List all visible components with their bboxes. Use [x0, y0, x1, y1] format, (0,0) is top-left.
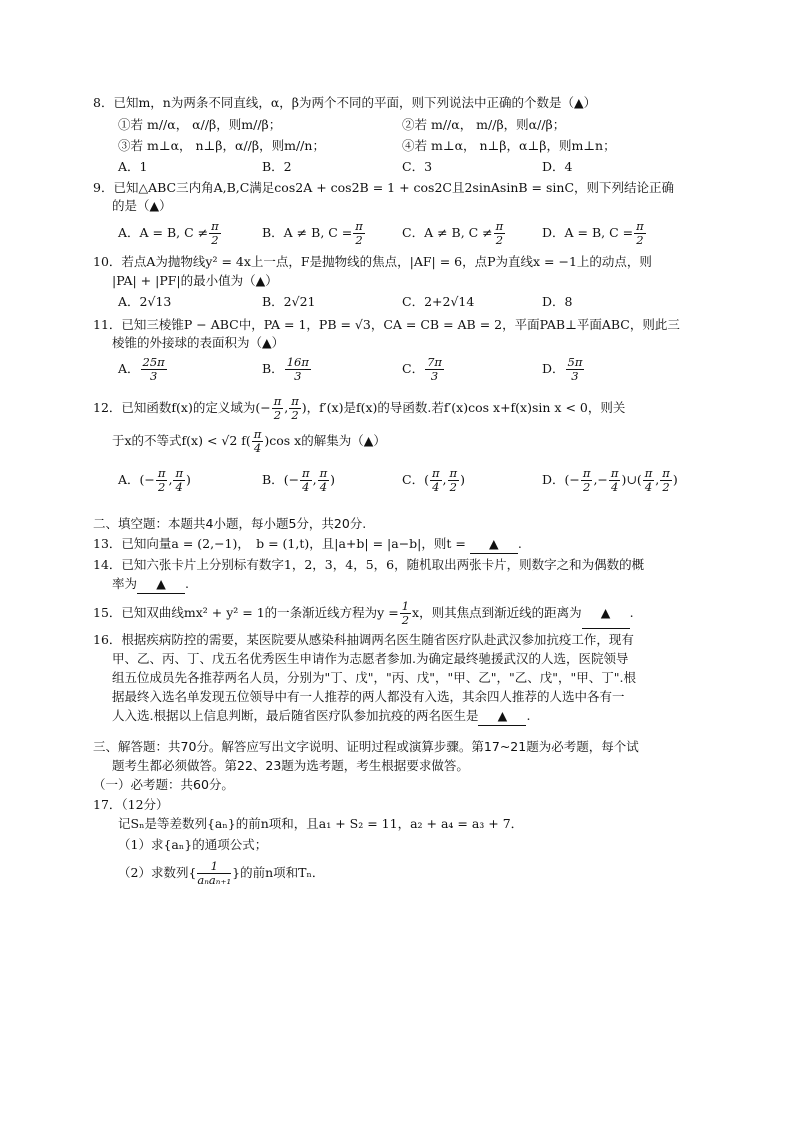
q8-option-b: B．2 [262, 159, 292, 174]
q11-option-c: C． $\frac{7\pi}{3}$ [402, 355, 442, 383]
q11-option-a: A． $\frac{25\pi}{3}$ [118, 355, 165, 383]
section-3-title: 三、解答题：共70分。解答应写出文字说明、证明过程或演算步骤。第17~21题为必考题，每个试 [93, 739, 639, 754]
q8-option-d: D．4 [542, 159, 573, 174]
q14-line-2: 率为 ▲ . [112, 575, 189, 594]
q8-statement-2: ②若 m//α， m//β，则α//β； [402, 117, 566, 132]
q12-stem: 12．已知函数f(x)的定义域为(− $\frac{\pi}{2}$ , $\frac{\pi}{2}$ )，f′(x)是f(x)的导函数.若f′(x)cos x+f(x)sin x < 0，则关 [93, 394, 626, 422]
q14-line-1: 14．已知六张卡片上分别标有数字1，2，3，4，5，6，随机取出两张卡片，则数字之和为偶数的概 [93, 557, 645, 572]
q8-stem: 8．已知m，n为两条不同直线，α，β为两个不同的平面，则下列说法中正确的个数是（▲） [93, 95, 597, 110]
q9-option-b: B．A ≠ B, C = $\frac{\pi}{2}$ [262, 219, 363, 247]
q8-statement-3: ③若 m⊥α， n⊥β，α//β，则m//n； [118, 138, 325, 153]
q10-stem: 10．若点A为抛物线y² = 4x上一点，F是抛物线的焦点，|AF| = 6，点P为直线x = −1上的动点，则 [93, 254, 652, 269]
q12-stem-cont: 于x的不等式f(x) < √2 f( $\frac{\pi}{4}$ )cos x的解集为（▲） [112, 427, 386, 455]
q16-line-1: 16．根据疾病防控的需要，某医院要从感染科抽调两名医生随省医疗队赴武汉参加抗疫工作，现有 [93, 632, 634, 647]
q8-option-a: A．1 [118, 159, 148, 174]
q9-option-c: C．A ≠ B, C ≠ $\frac{\pi}{2}$ [402, 219, 504, 247]
q10-option-a: A．2√13 [118, 294, 172, 309]
q16-line-4: 据最终入选名单发现五位领导中有一人推荐的两人都没有入选，其余四人推荐的人选中各有一 [112, 689, 625, 704]
q10-option-b: B．2√21 [262, 294, 316, 309]
q17-part-1: （1）求{aₙ}的通项公式； [118, 837, 268, 852]
q17-header: 17．（12分） [93, 797, 169, 812]
q12-option-b: B．(− $\frac{\pi}{4}$ , $\frac{\pi}{4}$ ) [262, 466, 336, 494]
q11-stem: 11．已知三棱锥P − ABC中，PA = 1，PB = √3，CA = CB = AB = 2，平面PAB⊥平面ABC，则此三 [93, 317, 680, 332]
q8-option-c: C．3 [402, 159, 433, 174]
q16-line-5: 人入选.根据以上信息判断，最后随省医疗队参加抗疫的两名医生是 ▲ . [112, 707, 530, 726]
q15: 15．已知双曲线mx² + y² = 1的一条渐近线方程为y = $\frac{1}{2}$ x，则其焦点到渐近线的距离为 ▲ . [93, 599, 634, 627]
q16-line-2: 甲、乙、丙、丁、戊五名优秀医生申请作为志愿者参加.为确定最终驰援武汉的人选，医院领导 [112, 651, 629, 666]
q12-option-d: D．(− $\frac{\pi}{2}$ ,− $\frac{\pi}{4}$ )∪( $\frac{\pi}{4}$ , $\frac{\pi}{2}$ ) [542, 466, 678, 494]
q9-stem: 9．已知△ABC三内角A,B,C满足cos2A + cos2B = 1 + cos2C且2sinAsinB = sinC，则下列结论正确 [93, 180, 675, 195]
q10-option-d: D．8 [542, 294, 573, 309]
q9-option-a: A．A = B, C ≠ $\frac{\pi}{2}$ [118, 219, 219, 247]
q11-option-b: B． $\frac{16\pi}{3}$ [262, 355, 309, 383]
q8-statement-1: ①若 m//α， α//β，则m//β； [118, 117, 282, 132]
q17-stem: 记Sₙ是等差数列{aₙ}的前n项和，且a₁ + S₂ = 11，a₂ + a₄ = a₃ + 7． [118, 816, 524, 831]
q8-statement-4: ④若 m⊥α， n⊥β，α⊥β，则m⊥n； [402, 138, 616, 153]
q17-part-2: （2）求数列{ $\frac{1}{\text{aₙaₙ₊₁}}$ }的前n项和Tₙ． [118, 859, 325, 887]
q9-option-d: D．A = B, C = $\frac{\pi}{2}$ [542, 219, 644, 247]
q12-option-c: C．( $\frac{\pi}{4}$ , $\frac{\pi}{2}$ ) [402, 466, 465, 494]
q9-stem-cont: 的是（▲） [112, 198, 172, 213]
q11-stem-cont: 棱锥的外接球的表面积为（▲） [112, 335, 285, 350]
section-2-title: 二、填空题：本题共4小题，每小题5分，共20分. [93, 516, 367, 531]
q11-option-d: D． $\frac{5\pi}{3}$ [542, 355, 583, 383]
part-1-title: （一）必考题：共60分。 [93, 777, 234, 792]
q13: 13．已知向量a = (2,−1)， b = (1,t)，且|a+b| = |a−b|，则t = ▲ . [93, 535, 522, 554]
section-3-title-cont: 题考生都必须做答。第22、23题为选考题，考生根据要求做答。 [112, 758, 469, 773]
q16-line-3: 组五位成员先各推荐两名人员，分别为"丁、戊"，"丙、戊"，"甲、乙"，"乙、戊"，"甲、丁".根 [112, 670, 636, 685]
q10-option-c: C．2+2√14 [402, 294, 475, 309]
q12-option-a: A．(− $\frac{\pi}{2}$ , $\frac{\pi}{4}$ ) [118, 466, 191, 494]
q10-stem-cont: |PA| + |PF|的最小值为（▲） [112, 273, 278, 288]
